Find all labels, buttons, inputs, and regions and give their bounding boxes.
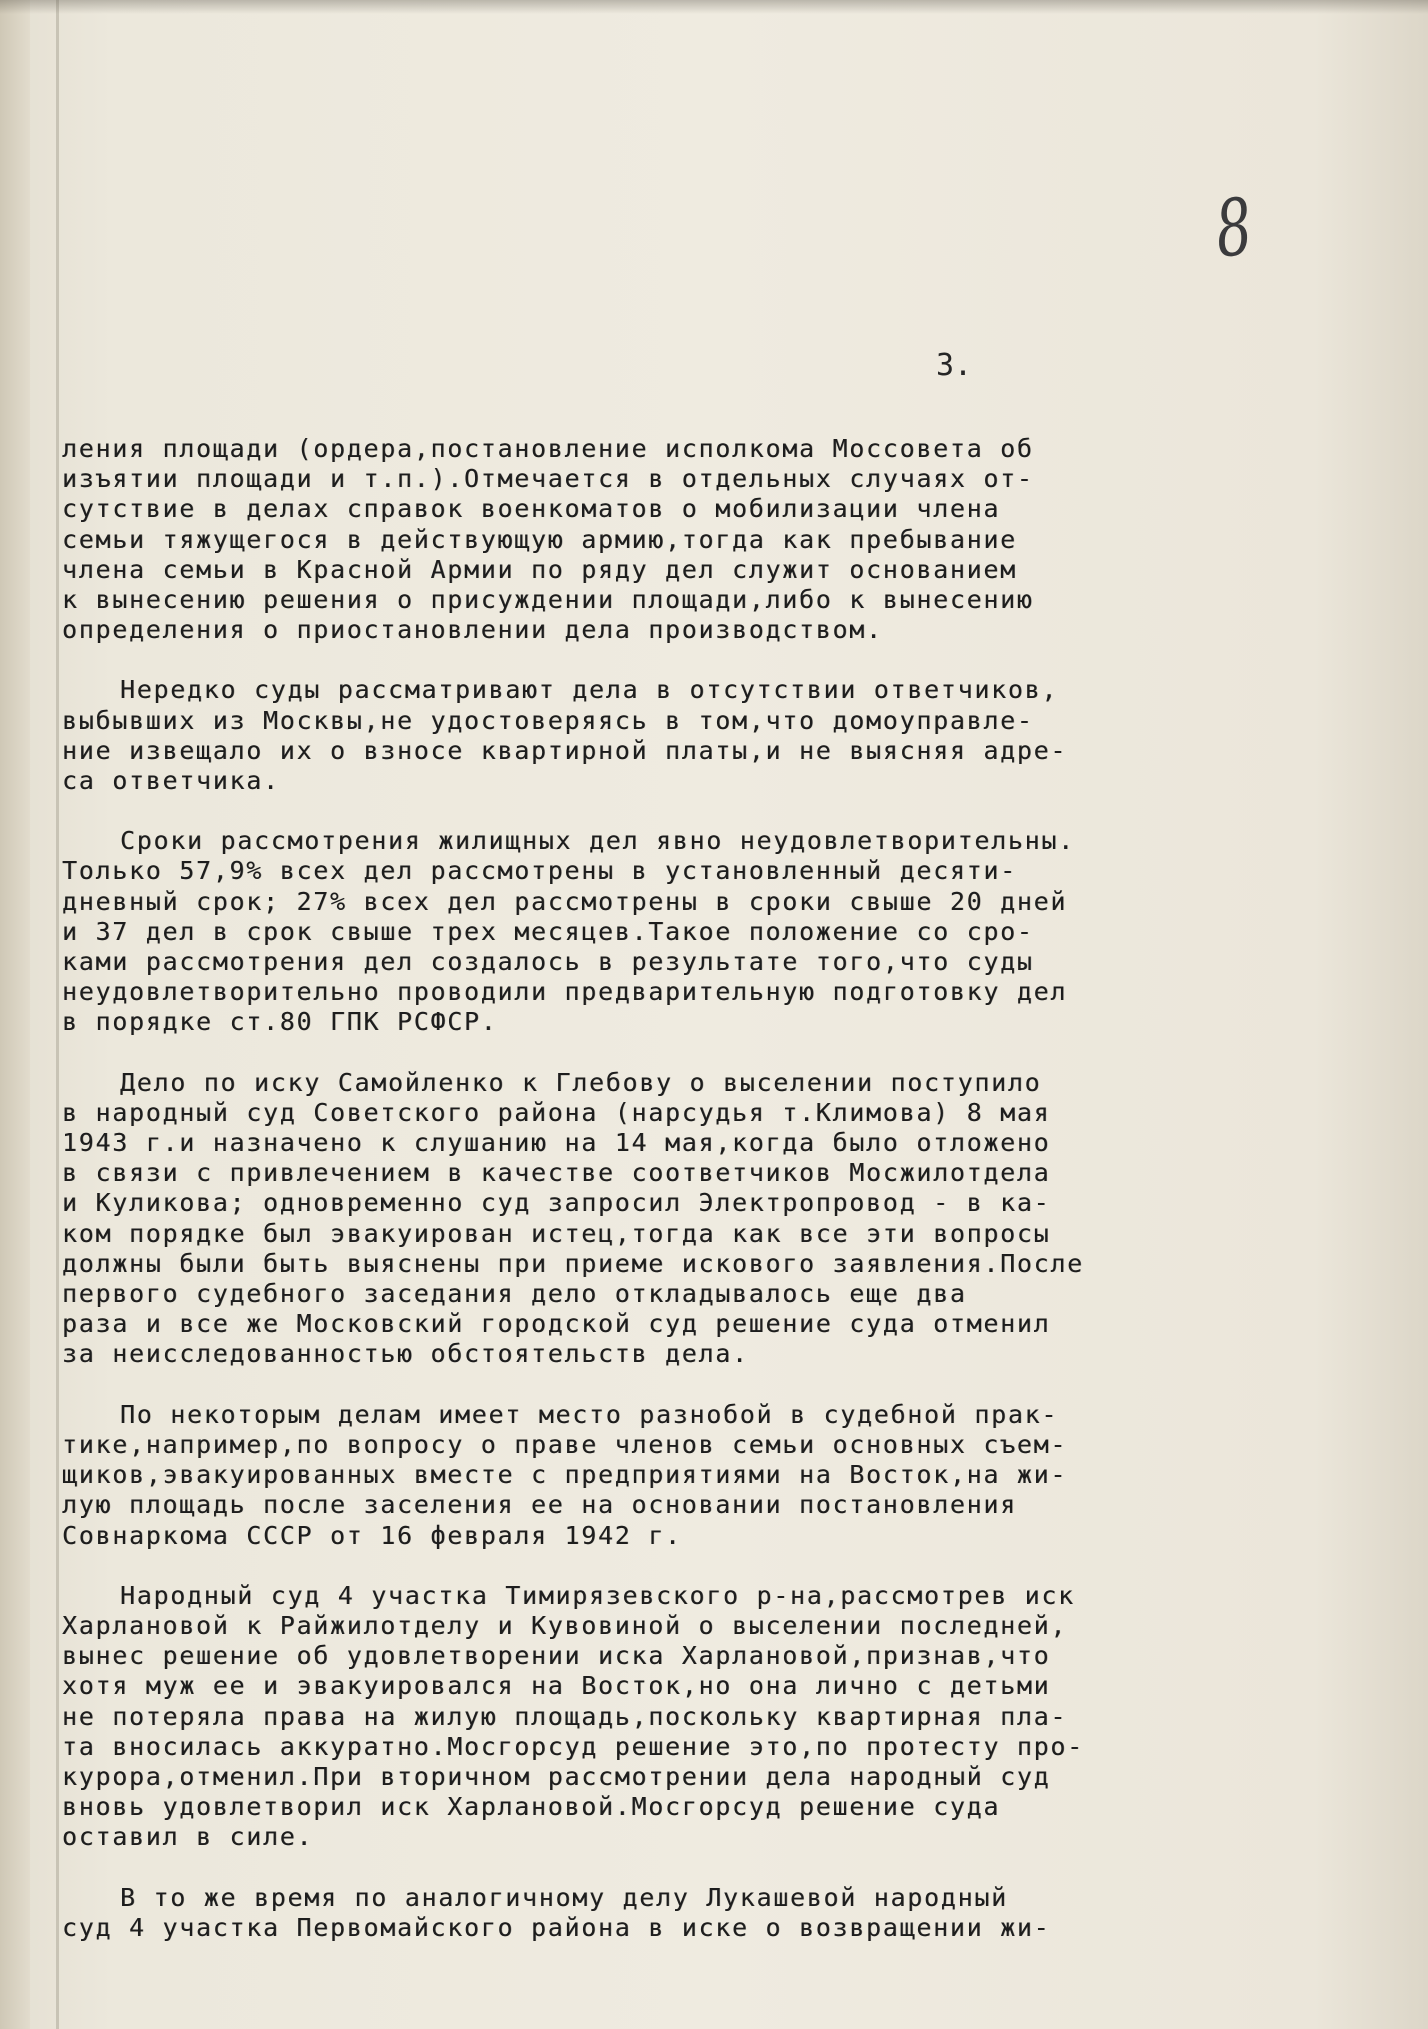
text-line: за неисследованностью обстоятельств дела. <box>62 1339 749 1369</box>
paragraph <box>62 826 1252 1037</box>
archive-sheet-number: 8 <box>1211 182 1257 276</box>
text-line: щиков,эвакуированных вместе с предприятиями на Восток,на жи- <box>62 1460 1068 1490</box>
text-line: лую площадь после заселения ее на основании постановления <box>62 1490 1017 1520</box>
text-line: Харлановой к Райжилотделу и Кувовиной о выселении последней, <box>62 1610 1068 1640</box>
text-line: дневный срок; 27% всех дел рассмотрены в сроки свыше 20 дней <box>62 886 1068 916</box>
text-line: Сроки рассмотрения жилищных дел явно неудовлетворительны. <box>120 826 1075 856</box>
paragraph <box>62 1581 1252 1853</box>
text-line: члена семьи в Красной Армии по ряду дел служит основанием <box>62 554 1017 584</box>
text-line: неудовлетворительно проводили предварительную подготовку дел <box>62 977 1068 1007</box>
text-line: вынес решение об удовлетворении иска Харлановой,признав,что <box>62 1641 1051 1671</box>
text-line: изъятии площади и т.п.).Отмечается в отдельных случаях от- <box>62 464 1034 494</box>
text-line: Народный суд 4 участка Тимирязевского р-на,рассмотрев иск <box>120 1580 1075 1610</box>
text-line: тике,например,по вопросу о праве членов семьи основных съем- <box>62 1429 1068 1459</box>
text-line: должны были быть выяснены при приеме искового заявления.После <box>62 1248 1084 1278</box>
text-line: и 37 дел в срок свыше трех месяцев.Такое положение со сро- <box>62 916 1034 946</box>
paragraph <box>62 675 1252 796</box>
text-line: хотя муж ее и эвакуировался на Восток,но она лично с детьми <box>62 1671 1051 1701</box>
text-line: выбывших из Москвы,не удостоверяясь в том,что домоуправле- <box>62 705 1034 735</box>
text-line: 1943 г.и назначено к слушанию на 14 мая,когда было отложено <box>62 1128 1051 1158</box>
text-line: Только 57,9% всех дел рассмотрены в установленный десяти- <box>62 856 1017 886</box>
text-line: определения о приостановлении дела производством. <box>62 615 883 645</box>
text-line: курора,отменил.При вторичном рассмотрении дела народный суд <box>62 1761 1051 1791</box>
text-line: Совнаркома СССР от 16 февраля 1942 г. <box>62 1520 682 1550</box>
text-line: в народный суд Советского района (нарсудья т.Климова) 8 мая <box>62 1097 1051 1127</box>
text-line: оставил в силе. <box>62 1822 314 1852</box>
text-line: ком порядке был эвакуирован истец,тогда как все эти вопросы <box>62 1218 1051 1248</box>
paragraph <box>62 434 1252 645</box>
text-line: са ответчика. <box>62 766 280 796</box>
text-line: не потеряла права на жилую площадь,поскольку квартирная пла- <box>62 1701 1068 1731</box>
binding-edge <box>0 0 30 2029</box>
text-line: в связи с привлечением в качестве соответчиков Мосжилотдела <box>62 1158 1051 1188</box>
text-line: ние извещало их о взносе квартирной платы,и не выясняя адре- <box>62 735 1068 765</box>
text-line: сутствие в делах справок военкоматов о мобилизации члена <box>62 494 1001 524</box>
paragraph <box>62 1400 1252 1551</box>
text-line: ления площади (ордера,постановление исполкома Моссовета об <box>62 434 1034 463</box>
text-line: раза и все же Московский городской суд решение суда отменил <box>62 1309 1051 1339</box>
text-line: первого судебного заседания дело откладывалось еще два <box>62 1279 967 1309</box>
paragraph <box>62 1068 1252 1370</box>
text-line: к вынесению решения о присуждении площади,либо к вынесению <box>62 585 1034 615</box>
paragraph <box>62 1883 1252 1943</box>
text-line: В то же время по аналогичному делу Лукашевой народный <box>120 1882 1008 1912</box>
text-line: в порядке ст.80 ГПК РСФСР. <box>62 1007 498 1037</box>
text-line: ками рассмотрения дел создалось в результате того,что суды <box>62 947 1034 977</box>
page-fold <box>56 0 59 2029</box>
text-line: и Куликова; одновременно суд запросил Электропровод - в ка- <box>62 1188 1051 1218</box>
text-line: Нередко суды рассматривают дела в отсутствии ответчиков, <box>120 675 1059 705</box>
text-line: По некоторым делам имеет место разнобой в судебной прак- <box>120 1399 1059 1429</box>
text-line: та вносилась аккуратно.Мосгорсуд решение это,по протесту про- <box>62 1731 1084 1761</box>
text-line: Дело по иску Самойленко к Глебову о выселении поступило <box>120 1067 1042 1097</box>
page-top-shadow <box>0 0 1428 14</box>
text-line: вновь удовлетворил иск Харлановой.Мосгорсуд решение суда <box>62 1792 1001 1822</box>
text-line: семьи тяжущегося в действующую армию,тогда как пребывание <box>62 524 1017 554</box>
page-number: 3. <box>936 348 973 383</box>
document-body <box>62 434 1252 1973</box>
text-line: суд 4 участка Первомайского района в иске о возвращении жи- <box>62 1912 1051 1942</box>
